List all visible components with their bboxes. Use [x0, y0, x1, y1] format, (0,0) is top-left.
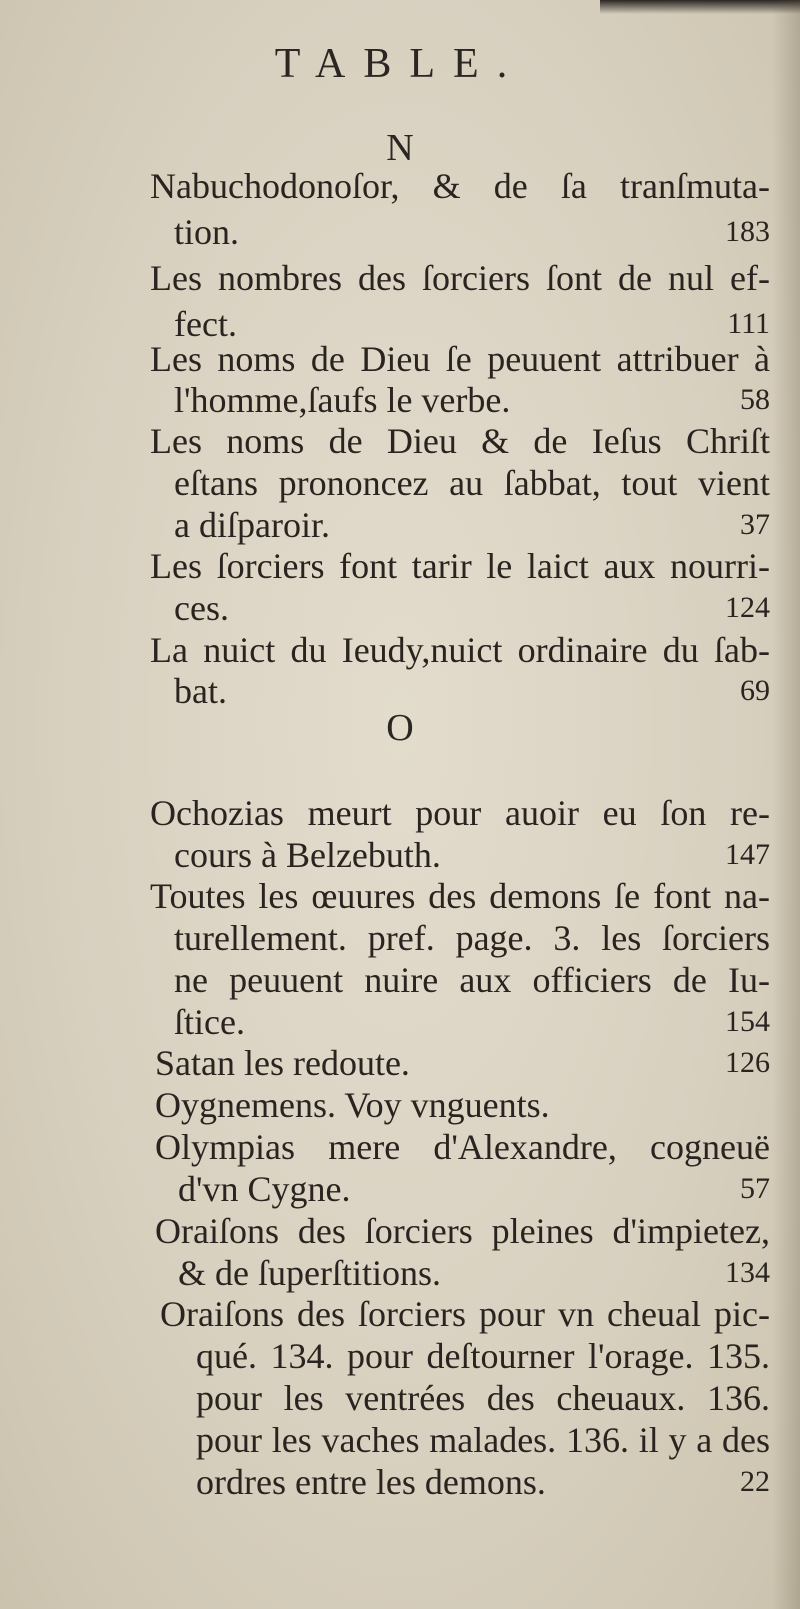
entry-line: Les nombres des ſorciers ſont de nul ef- — [150, 258, 770, 298]
page-number: 111 — [727, 307, 770, 340]
page-number: 124 — [725, 591, 770, 624]
page-number: 22 — [740, 1465, 770, 1498]
entry-line: Oraiſons des ſorciers pour vn cheual pic- — [160, 1294, 770, 1334]
page-number: 134 — [725, 1256, 770, 1289]
page-number: 58 — [740, 383, 770, 416]
entry-line: Oraiſons des ſorciers pleines d'impietez, — [155, 1211, 770, 1251]
page-number: 183 — [725, 215, 770, 248]
entry-line: Olympias mere d'Alexandre, cogneuë — [155, 1127, 770, 1167]
section-letter-n: N — [386, 127, 414, 169]
entry-line — [196, 1459, 770, 1505]
entry-line — [178, 1250, 770, 1296]
entry-line: pour les ventrées des cheuaux. 136. — [196, 1378, 770, 1418]
entry-line: turellement. pref. page. 3. les ſorciers — [174, 918, 770, 958]
entry-line — [174, 502, 770, 548]
page-edge-shadow — [600, 0, 800, 14]
entry-line: Les noms de Dieu & de Ieſus Chriſt — [150, 421, 770, 461]
entry-line: Les ſorciers font tarir le laict aux nourri- — [150, 546, 770, 586]
entry-text: ordres entre les demons. — [196, 1462, 546, 1502]
entry-text: fect. — [174, 304, 237, 344]
entry-line — [174, 209, 770, 255]
entry-line: Nabuchodonoſor, & de ſa tranſmuta- — [150, 166, 770, 206]
page-number: 69 — [740, 674, 770, 707]
entry-line: La nuict du Ieudy,nuict ordinaire du ſab- — [150, 630, 770, 670]
page-number: 154 — [725, 1005, 770, 1038]
entry-text: tion. — [174, 212, 240, 252]
page-number: 57 — [740, 1172, 770, 1205]
page-gutter-shadow — [772, 0, 800, 1609]
entry-line: Toutes les œuures des demons ſe font na- — [150, 876, 770, 916]
entry-line — [174, 999, 770, 1045]
section-letter-o: O — [386, 707, 414, 749]
entry-text: & de ſuperſtitions. — [178, 1253, 441, 1293]
entry-text: d'vn Cygne. — [178, 1169, 351, 1209]
entry-line: Ochozias meurt pour auoir eu ſon re- — [150, 793, 770, 833]
entry-text: ſtice. — [174, 1002, 245, 1042]
entry-text: ces. — [174, 588, 229, 628]
entry-line — [155, 1040, 770, 1086]
entry-line: eſtans prononcez au ſabbat, tout vient — [174, 463, 770, 503]
entry-line: pour les vaches malades. 136. il y a des — [196, 1420, 770, 1460]
entry-line — [155, 1082, 770, 1128]
entry-text: Satan les redoute. — [155, 1043, 410, 1083]
entry-line — [174, 832, 770, 878]
page-number: 147 — [725, 838, 770, 871]
entry-text: bat. — [174, 671, 227, 711]
entry-text: cours à Belzebuth. — [174, 835, 441, 875]
entry-text: a diſparoir. — [174, 505, 330, 545]
page-number: 37 — [740, 508, 770, 541]
entry-line — [178, 1166, 770, 1212]
entry-line: qué. 134. pour deſtourner l'orage. 135. — [196, 1336, 770, 1376]
entry-line: Les noms de Dieu ſe peuuent attribuer à — [150, 339, 770, 379]
page-number: 126 — [725, 1046, 770, 1079]
entry-text: Oygnemens. Voy vnguents. — [155, 1085, 550, 1125]
entry-line — [174, 585, 770, 631]
entry-line: ne peuuent nuire aux officiers de Iu- — [174, 960, 770, 1000]
page-header: TABLE. — [274, 41, 526, 87]
entry-text: l'homme,ſaufs le verbe. — [174, 380, 511, 420]
entry-line — [174, 377, 770, 423]
